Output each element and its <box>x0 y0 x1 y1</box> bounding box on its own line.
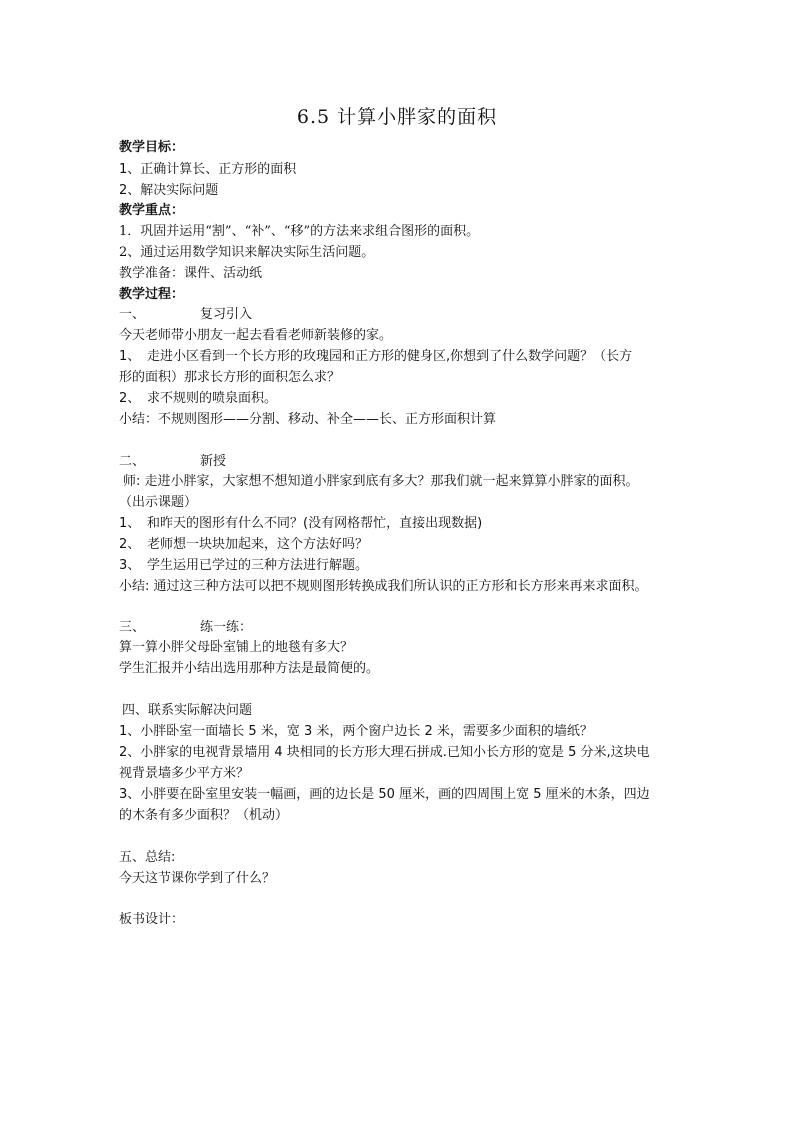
goal-item-2: 2、解决实际问题 <box>119 183 219 198</box>
section-3-line-2: 学生汇报并小结出选用那种方法是最简便的。 <box>119 661 380 676</box>
section-1-title: 复习引入 <box>200 307 253 322</box>
section-2-item-2-text: 老师想一块块加起来，这个方法好吗？ <box>147 537 369 552</box>
section-1-item-2-text: 求不规则的喷泉面积。 <box>147 391 278 406</box>
section-1-item-1-continued: 形的面积）那求长方形的面积怎么求？ <box>119 370 341 385</box>
section-2-item-1-number: 1、 <box>119 516 141 531</box>
section-1-item-1 <box>119 347 632 367</box>
section-4-question-3: 3、小胖要在卧室里安装一幅画，画的边长是 50 厘米，画的四周围上宽 5 厘米的木条，四边 <box>119 787 650 802</box>
section-2-item-3-text: 学生运用已学过的三种方法进行解题。 <box>147 558 369 573</box>
section-4-question-2: 2、小胖家的电视背景墙用 4 块相同的长方形大理石拼成.已知小长方形的宽是 5 分米,这块电 <box>119 745 650 760</box>
section-1-item-1-number: 1、 <box>119 349 141 364</box>
section-1-item-2-number: 2、 <box>119 391 141 406</box>
section-2-title: 新授 <box>200 454 227 469</box>
heading-teaching-goals: 教学目标： <box>119 140 185 155</box>
section-1-item-1-text: 走进小区看到一个长方形的玫瑰园和正方形的健身区,你想到了什么数学问题？（长方 <box>147 349 633 364</box>
section-2-item-2 <box>119 535 368 555</box>
section-1-intro: 今天老师带小朋友一起去看看老师新装修的家。 <box>119 328 393 343</box>
heading-teaching-process: 教学过程： <box>119 287 185 302</box>
section-3-number: 三、 <box>119 620 146 635</box>
heading-teaching-focus: 教学重点： <box>119 203 185 218</box>
section-2-item-1-text: 和昨天的图形有什么不同？(没有网格帮忙，直接出现数据) <box>147 516 483 531</box>
section-2-item-3-number: 3、 <box>119 558 141 573</box>
section-4-question-2-continued: 视背景墙多少平方米？ <box>119 766 250 781</box>
section-2-summary: 小结: 通过这三种方法可以把不规则图形转换成我们所认识的正方形和长方形来再来求面积。 <box>119 579 648 594</box>
section-1-heading <box>119 305 252 325</box>
document-title: 6.5 计算小胖家的面积 <box>296 106 498 128</box>
section-2-intro-continued: （出示课题） <box>119 495 198 510</box>
section-2-item-1 <box>119 514 482 534</box>
section-2-item-3 <box>119 556 368 576</box>
section-2-intro: 师: 走进小胖家，大家想不想知道小胖家到底有多大？那我们就一起来算算小胖家的面积。 <box>123 474 639 489</box>
section-1-number: 一、 <box>119 307 146 322</box>
section-1-item-2 <box>119 389 277 409</box>
teaching-preparation: 教学准备：课件、活动纸 <box>119 266 263 281</box>
section-2-item-2-number: 2、 <box>119 537 141 552</box>
section-4-question-1: 1、小胖卧室一面墙长 5 米，宽 3 米，两个窗户边长 2 米，需要多少面积的墙纸？ <box>119 724 593 739</box>
section-4-question-3-continued: 的木条有多少面积？（机动） <box>119 808 289 823</box>
section-3-title: 练一练： <box>200 620 253 635</box>
focus-item-2: 2、通过运用数学知识来解决实际生活问题。 <box>119 245 375 260</box>
section-2-heading <box>119 452 226 472</box>
section-5-heading: 五、总结: <box>119 850 176 865</box>
board-design-label: 板书设计： <box>119 912 185 927</box>
section-2-number: 二、 <box>119 454 146 469</box>
goal-item-1: 1、正确计算长、正方形的面积 <box>119 162 297 177</box>
section-1-summary: 小结：不规则图形——分割、移动、补全——长、正方形面积计算 <box>119 412 497 427</box>
section-3-heading <box>119 618 252 638</box>
section-5-line: 今天这节课你学到了什么？ <box>119 871 276 886</box>
section-3-line-1: 算一算小胖父母卧室铺上的地毯有多大？ <box>119 640 354 655</box>
section-4-heading: 四、联系实际解决问题 <box>122 703 253 718</box>
focus-item-1: 1．巩固并运用“割”、“补”、“移”的方法来求组合图形的面积。 <box>119 224 480 239</box>
